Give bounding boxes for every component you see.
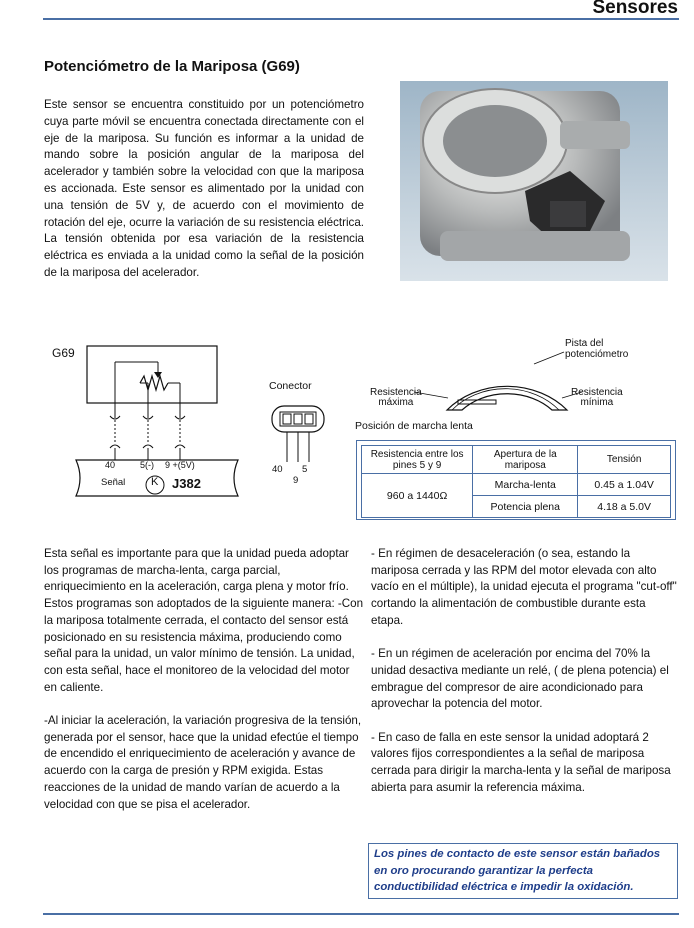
idle-position-label: Posición de marcha lenta: [355, 420, 473, 432]
body-paragraph: - En caso de falla en este sensor la unidad adoptará 2 valores fijos correspondientes a la señal de mariposa cerrada para dirigir la marcha-lenta y la señal de mariposa abierta para asumir la referencia máxima.: [371, 730, 671, 794]
connector-pin-5: 5: [302, 464, 308, 475]
opening-value: Potencia plena: [473, 496, 578, 518]
body-paragraph: Esta señal es importante para que la unidad pueda adoptar los programas de marcha-lenta, carga parcial, enriquecimiento en la aceleración, carga plena y motor frío. Estos programas son adoptados de la siguiente manera: -Con la mariposa totalmente cerrada, el contacto del sensor está posicionado en su resistencia máxima, produciendo como señal para la unidad, un valor mínimo de tensión. La unidad, con esta señal, hace el monitoreo de la velocidad del motor en caliente.: [44, 547, 364, 694]
connector-pin-9: 9: [293, 475, 299, 486]
potentiometer-track-diagram: [352, 336, 682, 432]
pin-label-40: 40: [105, 460, 116, 470]
opening-value: Marcha-lenta: [473, 474, 578, 496]
footer-rule: [43, 913, 679, 915]
table-header-voltage: Tensión: [578, 446, 671, 474]
header-rule: [43, 18, 679, 20]
section-title: Sensores: [592, 0, 678, 18]
note-box: Los pines de contacto de este sensor están bañados en oro procurando garantizar la perfecta conductibilidad eléctrica e impedir la oxidación.: [368, 843, 678, 899]
voltage-value: 4.18 a 5.0V: [578, 496, 671, 518]
unit-symbol: K: [151, 476, 159, 488]
intro-paragraph: Este sensor se encuentra constituido por un potenciómetro cuya parte móvil se encuentra conectada directamente con el eje de la mariposa. Su función es informar a la unidad de mando sobre la posición angular de la mariposa del acelerador y también sobre la velocidad con que la mariposa es accionada. Este sensor es alimentado por la unidad con una tensión de 5V y, de acuerdo con el movimiento de rotación del eje, ocurre la variación de su resistencia eléctrica. La tensión obtenida por esa variación de la resistencia eléctrica es enviada a la unidad como la señal de la posición de la mariposa del acelerador.: [44, 98, 364, 279]
table-row: [362, 474, 671, 496]
unit-label: J382: [172, 476, 201, 491]
left-column: [44, 546, 364, 830]
right-column: [371, 546, 679, 813]
body-paragraph: - En un régimen de aceleración por encima del 70% la unidad desactiva mediante un relé, ( de plena potencia) el embrague del compresor de aire acondicionado para aprovechar la potencia del motor.: [371, 647, 669, 711]
connector-pin-40: 40: [272, 464, 283, 475]
track-label: Pista del potenciómetro: [565, 338, 629, 360]
specs-table: [356, 440, 676, 520]
pin-label-5: 5(-): [140, 460, 154, 470]
connector-label: Conector: [269, 380, 312, 392]
throttle-body-photo: [400, 81, 668, 281]
voltage-value: 0.45 a 1.04V: [578, 474, 671, 496]
resistance-value: 960 a 1440Ω: [362, 474, 473, 518]
table-header-opening: Apertura de la mariposa: [473, 446, 578, 474]
body-paragraph: -Al iniciar la aceleración, la variación progresiva de la tensión, generada por el sensor, hace que la unidad efectúe el tiempo de encendido el enriquecimiento de aceleración y avance de acuerdo con la carga de presión y RPM exigida. Estas reacciones de la unidad de mando varían de acuerdo a la velocidad con que se pisa el acelerador.: [44, 714, 362, 811]
max-resistance-label: Resistencia máxima: [370, 387, 422, 408]
page-title: Potenciómetro de la Mariposa (G69): [44, 58, 300, 75]
table-header-resistance: Resistencia entre los pines 5 y 9: [362, 446, 473, 474]
component-label: G69: [52, 346, 75, 360]
circuit-diagram: [40, 338, 360, 513]
pin-label-9: 9 +(5V): [165, 460, 195, 470]
min-resistance-label: Resistencia mínima: [571, 387, 623, 408]
signal-label: Señal: [101, 477, 126, 488]
body-paragraph: - En régimen de desaceleración (o sea, estando la mariposa cerrada y las RPM del motor elevada con alto vacío en el múltiple), la unidad ejecuta el programa "cut-off" cortando la alimentación de combustible durante esta etapa.: [371, 547, 677, 627]
